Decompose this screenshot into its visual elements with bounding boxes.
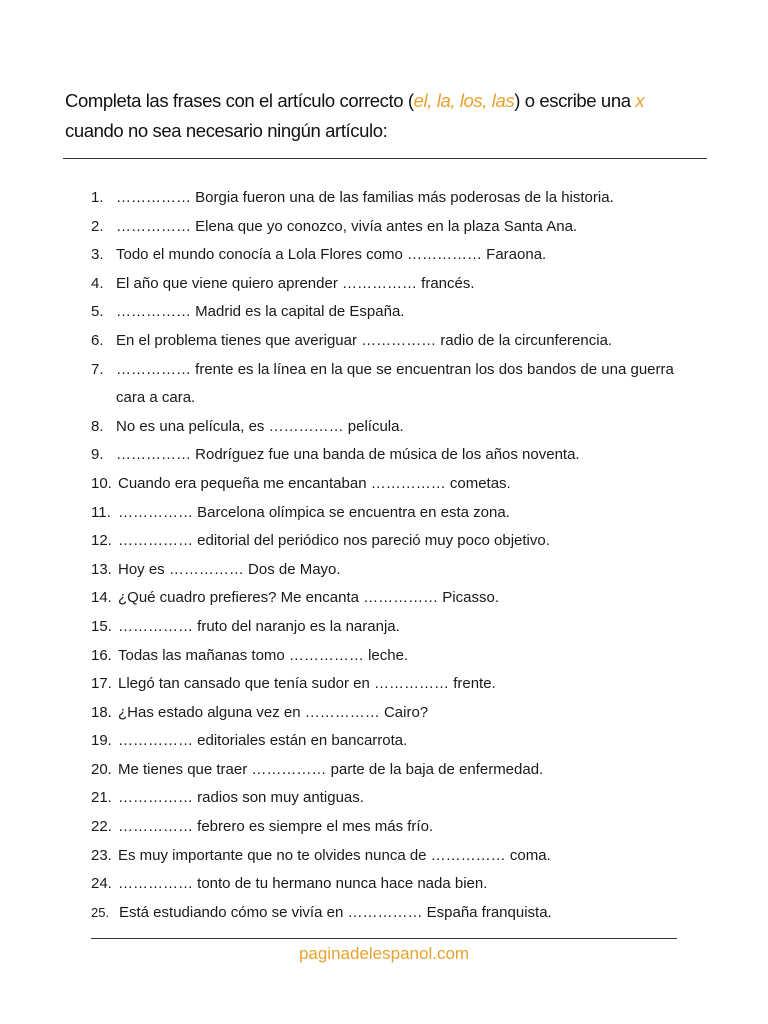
exercise-item	[91, 499, 691, 528]
exercise-sentence: Llegó tan cansado que tenía sudor en …………… frente.	[118, 675, 496, 693]
exercise-sentence: Está estudiando cómo se vivía en …………… España franquista.	[119, 903, 552, 921]
exercise-number: 14.	[91, 589, 112, 607]
instructions-x-mark: x	[635, 90, 645, 111]
exercise-item	[91, 784, 691, 813]
exercise-item	[91, 899, 691, 928]
exercise-item	[91, 584, 691, 613]
instructions-part-1: Completa las frases con el artículo correcto (	[65, 90, 414, 111]
exercise-item	[91, 241, 691, 270]
exercise-number: 25.	[91, 904, 110, 920]
exercise-item	[91, 527, 691, 556]
exercise-sentence: …………… febrero es siempre el mes más frío.	[118, 818, 434, 836]
exercise-number: 4.	[91, 274, 104, 292]
exercise-sentence: Hoy es …………… Dos de Mayo.	[118, 560, 341, 578]
exercise-sentence: Cuando era pequeña me encantaban …………… cometas.	[118, 474, 511, 492]
exercise-sentence: …………… tonto de tu hermano nunca hace nada bien.	[118, 875, 488, 893]
instructions-articles: el, la, los, las	[413, 90, 515, 111]
exercise-number: 5.	[91, 303, 104, 321]
exercise-number: 9.	[91, 446, 104, 464]
exercise-sentence: No es una película, es …………… película.	[116, 417, 404, 435]
exercise-number: 3.	[91, 246, 104, 264]
exercise-sentence: …………… Elena que yo conozco, vivía antes en la plaza Santa Ana.	[116, 217, 578, 235]
exercise-sentence: …………… editoriales están en bancarrota.	[118, 732, 408, 750]
exercise-item	[91, 870, 691, 899]
exercise-sentence: Todas las mañanas tomo …………… leche.	[118, 646, 409, 664]
exercise-number: 6.	[91, 331, 104, 349]
instructions-heading	[65, 86, 725, 146]
exercise-item	[91, 470, 691, 499]
exercise-number: 24.	[91, 875, 112, 893]
exercise-item	[91, 813, 691, 842]
exercise-number: 19.	[91, 732, 112, 750]
exercise-list	[91, 184, 691, 927]
exercise-sentence: ¿Has estado alguna vez en …………… Cairo?	[118, 703, 429, 721]
exercise-item	[91, 613, 691, 642]
exercise-number: 11.	[91, 503, 111, 521]
exercise-sentence: …………… editorial del periódico nos pareció muy poco objetivo.	[118, 532, 550, 550]
exercise-sentence: …………… Borgia fueron una de las familias más poderosas de la historia.	[116, 189, 614, 206]
exercise-item	[91, 270, 691, 299]
exercise-sentence: …………… Madrid es la capital de España.	[116, 303, 405, 321]
exercise-item	[91, 213, 691, 242]
exercise-number: 13.	[91, 560, 112, 578]
exercise-number: 8.	[91, 417, 104, 435]
bottom-divider	[91, 938, 677, 939]
exercise-sentence: …………… radios son muy antiguas.	[118, 789, 364, 807]
exercise-sentence: …………… Rodríguez fue una banda de música de los años noventa.	[116, 446, 580, 464]
exercise-item	[91, 699, 691, 728]
exercise-number: 18.	[91, 703, 112, 721]
exercise-number: 22.	[91, 818, 112, 836]
exercise-sentence: Todo el mundo conocía a Lola Flores como …………… Faraona.	[116, 246, 547, 264]
exercise-sentence: …………… frente es la línea en la que se encuentran los dos bandos de una guerra cara a cara.	[116, 360, 674, 407]
exercise-number: 16.	[91, 646, 112, 664]
instructions-part-3: cuando no sea necesario ningún artículo:	[65, 120, 388, 141]
exercise-item	[91, 184, 691, 213]
exercise-number: 1.	[91, 189, 104, 206]
exercise-sentence: En el problema tienes que averiguar …………… radio de la circunferencia.	[116, 331, 613, 349]
exercise-item	[91, 556, 691, 585]
exercise-sentence: …………… fruto del naranjo es la naranja.	[118, 617, 400, 635]
exercise-number: 12.	[91, 532, 112, 550]
instructions-part-2: ) o escribe una	[514, 90, 636, 111]
exercise-sentence: …………… Barcelona olímpica se encuentra en esta zona.	[118, 503, 510, 521]
exercise-number: 21.	[91, 789, 112, 807]
exercise-number: 7.	[91, 360, 104, 378]
exercise-item	[91, 756, 691, 785]
exercise-item	[91, 670, 691, 699]
exercise-number: 2.	[91, 217, 104, 235]
exercise-sentence: Me tienes que traer …………… parte de la baja de enfermedad.	[118, 760, 544, 778]
exercise-sentence: El año que viene quiero aprender …………… francés.	[116, 274, 475, 292]
exercise-number: 20.	[91, 760, 112, 778]
exercise-number: 17.	[91, 675, 112, 693]
exercise-number: 10.	[91, 474, 112, 492]
exercise-item	[91, 727, 691, 756]
exercise-sentence: ¿Qué cuadro prefieres? Me encanta …………… Picasso.	[118, 589, 499, 607]
exercise-sentence: Es muy importante que no te olvides nunca de …………… coma.	[118, 846, 551, 864]
top-divider	[63, 158, 707, 159]
exercise-item	[91, 642, 691, 671]
exercise-item	[91, 413, 691, 442]
exercise-item	[91, 441, 691, 470]
exercise-item	[91, 356, 691, 413]
exercise-item	[91, 842, 691, 871]
exercise-item	[91, 327, 691, 356]
exercise-item	[91, 298, 691, 327]
exercise-number: 15.	[91, 617, 112, 635]
footer-site-link[interactable]: paginadelespanol.com	[298, 944, 470, 963]
exercise-number: 23.	[91, 846, 112, 864]
